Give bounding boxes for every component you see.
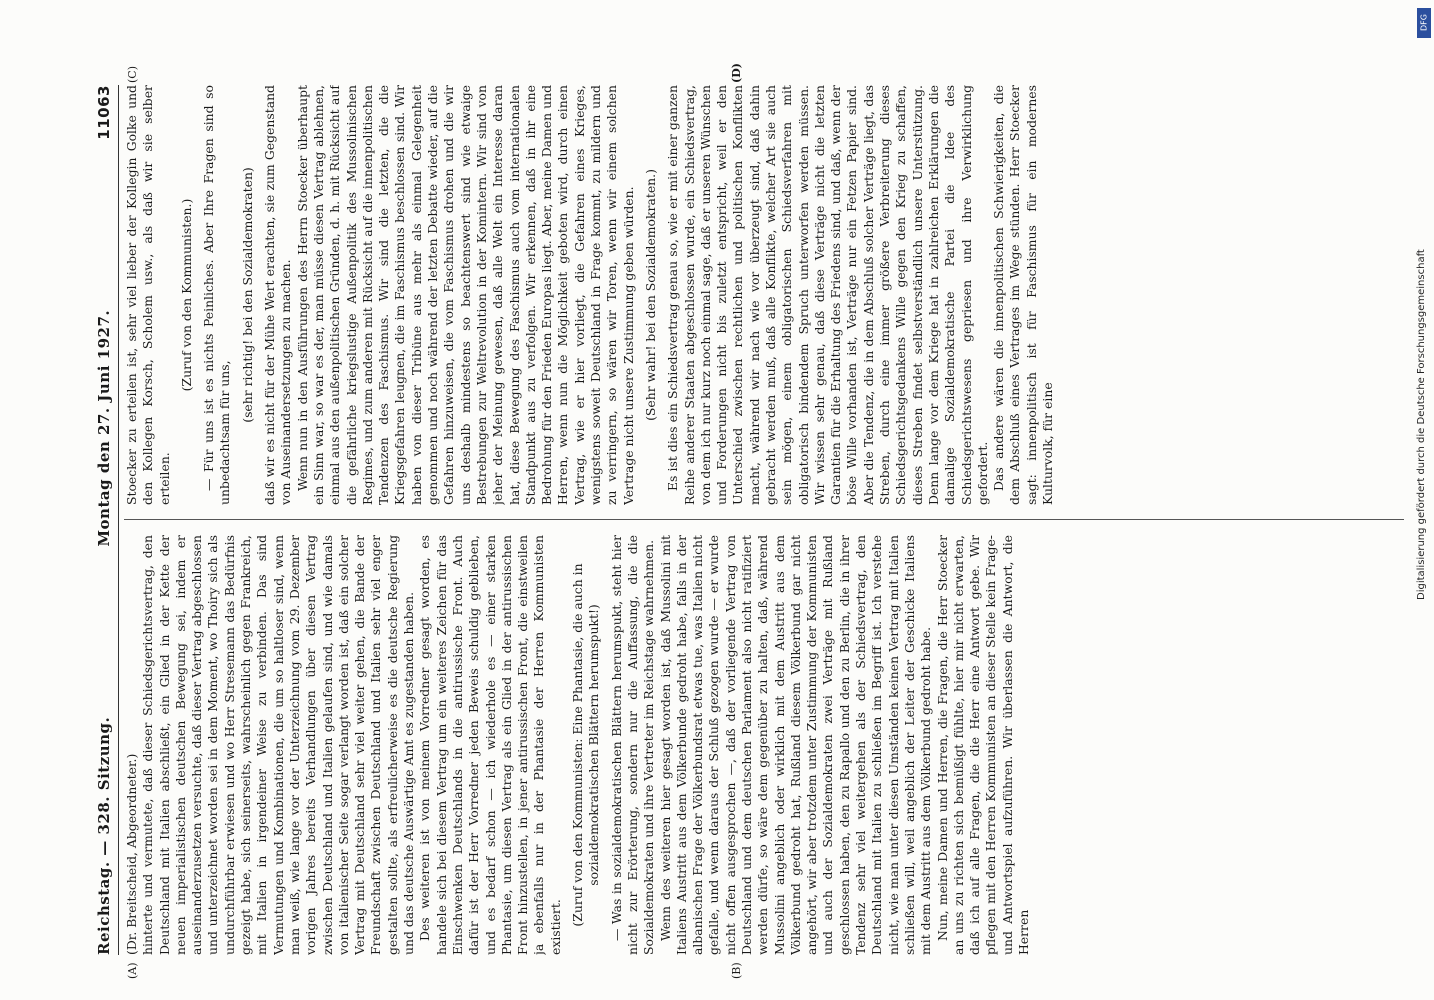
margin-mark-a: (A) bbox=[126, 962, 139, 979]
left-column bbox=[124, 535, 1404, 955]
paragraph: — Was in sozialdemokratischen Blättern herumspukt, steht hier nicht zur Erörterung, sondern nur die Auffassung, die die Sozialdemokraten und ihre Vertreter im Reichstage wahrnehmen. bbox=[608, 535, 657, 955]
paragraph: hinterte und vermutete, daß dieser Schiedsgerichtsvertrag, den Deutschland mit Italien abschließt, ein Glied in der Kette der neuen imperialistischen deutschen Bewegung sei, indem er auseinanderzusetzen versuchte, daß dieser Vertrag abgeschlossen und unterzeichnet worden sei in dem Moment, wo Thoiry sich als undurchführbar erwiesen und wo Herr Stresemann das Bedürfnis gezeigt habe, sich seinerseits, wahrscheinlich gegen Frankreich, mit Italien in irgendeiner Weise zu verbinden. Das sind Vermutungen und Kombinationen, die um so haltloser sind, wenn man weiß, wie lange vor der Unterzeichnung vom 29. Dezember vorigen Jahres bereits Verhandlungen über diesen Vertrag zwischen Deutschland und Italien gelaufen sind, und wie damals von italienischer Seite sogar verlangt worden ist, daß ein solcher Vertrag mit Deutschland sehr viel weiter gehen, die Bande der Freundschaft zwischen Deutschland und Italien sehr viel enger gestalten sollte, als erfreulicherweise es die deutsche Regierung und das deutsche Auswärtige Amt es zugestanden haben. bbox=[140, 535, 417, 955]
paragraph: — Für uns ist es nichts Peinliches. Aber Ihre Fragen sind so unbedachtsam für uns, bbox=[201, 85, 233, 505]
paragraph: daß wir es nicht für der Mühe Wert erachten, sie zum Gegenstand von Auseinandersetzungen zu machen. bbox=[262, 85, 294, 505]
margin-mark-d: (D) bbox=[730, 63, 743, 83]
dfg-logo: DFG bbox=[1417, 8, 1431, 38]
interjection: (Sehr wahr! bei den Sozialdemokraten.) bbox=[642, 169, 658, 421]
margin-mark-c: (C) bbox=[126, 66, 139, 83]
interjection: (Zuruf von den Kommunisten.) bbox=[178, 198, 194, 392]
page-header bbox=[90, 85, 119, 955]
header-date: Montag den 27. Juni 1927. bbox=[95, 309, 113, 547]
paragraph: Wenn nun in den Ausführungen des Herrn Stoecker überhaupt ein Sinn war, so war es der, man müsse diesen Vertrag ablehnen, einmal aus den außenpolitischen Gründen, d. h. mit Rücksicht auf die gefährliche kriegslustige Außenpolitik des Mussolinischen Regimes, und zum anderen mit Rücksicht auf die innenpolitischen Tendenzen des Faschismus. Wir sind die letzten, die die Kriegsgefahren leugnen, die im Faschismus beschlossen sind. Wir haben von dieser Tribüne aus mehr als einmal Gelegenheit genommen und noch während der letzten Debatte wieder, auf die Gefahren hinzuweisen, die vom Faschismus drohen und die wir uns deshalb mindestens so beachtenswert sind wie etwaige Bestrebungen zur Weltrevolution in der Komintern. Wir sind von jeher der Meinung gewesen, daß alle Welt ein Interesse daran hat, diese Bewegung des Faschismus auch vom internationalen Standpunkt aus zu verfolgen. Wir erkennen, daß in ihr eine Bedrohung für den Frieden Europas liegt. Aber, meine Damen und Herren, wenn nun die Möglichkeit geboten wird, durch einen Vertrag, wie er hier vorliegt, die Gefahren eines Krieges, wenigstens soweit Deutschland in Frage kommt, zu mildern und zu verringern, so wären wir Toren, wenn wir einem solchen Vertrage nicht unsere Zustimmung geben würden. bbox=[294, 85, 636, 505]
digitization-note bbox=[1416, 10, 1432, 990]
paragraph: Wenn des weiteren hier gesagt worden ist, daß Mussolini mit Italiens Austritt aus dem Völkerbunde gedroht habe, falls in der albanischen Frage der Völkerbundsrat etwas tue, was Italien nicht gefalle, und wenn daraus der Schluß gezogen wurde — er wurde nicht offen ausgesprochen —, daß der vorliegende Vertrag von Deutschland und dem deutschen Parlament also nicht ratifiziert werden dürfe, so wäre dem gegenüber zu halten, daß, während Mussolini angeblich oder wirklich mit dem Austritt aus dem Völkerbund gedroht hat, Rußland diesem Völkerbund gar nicht angehört, wir aber trotzdem unter Zustimmung der Kommunisten und auch der Sozialdemokraten zwei Verträge mit Rußland geschlossen haben, den zu Rapallo und den zu Berlin, die in ihrer Tendenz sehr viel weitergehen als der Schiedsvertrag, den Deutschland mit Italien zu schließen im Begriff ist. Ich verstehe nicht, wie man unter diesen Umständen keinen Vertrag mit Italien schließen will, weil angeblich der Leiter der Geschicke Italiens mit dem Austritt aus dem Völkerbund gedroht habe. bbox=[657, 535, 934, 955]
header-left: Reichstag. — 328. Sitzung. bbox=[95, 716, 113, 955]
margin-mark-b: (B) bbox=[730, 962, 743, 979]
digitization-text: Digitalisierung gefördert durch die Deutsche Forschungsgemeinschaft bbox=[1416, 249, 1427, 600]
paragraph: Es ist dies ein Schiedsvertrag genau so, wie er mit einer ganzen Reihe anderer Staaten abgeschlossen wurde, ein Schiedsvertrag, von dem ich nur kurz noch einmal sage, daß er unseren Wünschen und Forderungen nicht bis zuletzt entspricht, weil er den Unterschied zwischen rechtlichen und politischen Konflikten macht, während wir nach wie vor überzeugt sind, daß dahin gebracht werden muß, daß alle Konflikte, welcher Art sie auch sein mögen, einem obligatorischen Schiedsverfahren mit obligatorisch bindendem Spruch unterworfen werden müssen. Wir wissen sehr genau, daß diese Verträge nicht die letzten Garantien für die Erhaltung des Friedens sind, und daß, wenn der böse Wille vorhanden ist, Verträge nur ein Fetzen Papier sind. Aber die Tendenz, die in dem Abschluß solcher Verträge liegt, das Streben, durch eine immer größere Verbreiterung dieses Schiedsgerichtsgedankens Wille gegen den Krieg zu schaffen, dieses Streben findet selbstverständlich unsere Unterstützung. Denn lange vor dem Kriege hat in zahlreichen Erklärungen die damalige Sozialdemokratische Partei die Idee des Schiedsgerichtswesens gepriesen und ihre Verwirklichung gefordert. bbox=[665, 85, 990, 505]
speaker-line: (Dr. Breitscheid, Abgeordneter.) bbox=[124, 753, 139, 955]
page-number: 11063 bbox=[95, 85, 113, 140]
rotated-page-content bbox=[90, 63, 1410, 979]
paragraph: Stoecker zu erteilen ist, sehr viel lieber der Kollegin Golke und den Kollegen Korsch, Scholem usw., als daß wir sie selber erteilen. bbox=[124, 85, 172, 505]
paragraph: Des weiteren ist von meinem Vorredner gesagt worden, es handele sich bei diesem Vertrag um ein weiteres Zeichen für das Einschwenken Deutschlands in die antirussische Front. Auch dafür ist der Herr Vorredner jeden Beweis schuldig geblieben, und es bedarf schon — ich wiederhole es — einer starken Phantasie, um diesen Vertrag als ein Glied in der antirussischen Front hinzustellen, in jener antirussischen Front, die einstweilen ja ebenfalls nur in der Phantasie der Herren Kommunisten existiert. bbox=[417, 535, 563, 955]
right-column bbox=[124, 85, 1404, 505]
paragraph: Das andere wären die innenpolitischen Schwierigkeiten, die dem Abschluß eines Vertrages im Wege stünden. Herr Stoecker sagt: innenpolitisch ist für Faschismus für ein modernes Kulturvolk, für eine bbox=[991, 85, 1056, 505]
interjection: (sehr richtig! bei den Sozialdemokraten) bbox=[239, 167, 255, 423]
paragraph: Nun, meine Damen und Herren, die Fragen, die Herr Stoecker an uns zu richten sich bemüßigt fühlte, hier mir nicht erwarten, daß ich auf alle Fragen, die die Herr eine Antwort gebe. Wir pflegen mit den Herren Kommunisten an dieser Stelle kein Frage- und Antwortspiel aufzuführen. Wir überlassen die Antwort, die Herren bbox=[934, 535, 1032, 955]
interjection: (Zuruf von den Kommunisten: Eine Phantasie, die auch in sozialdemokratischen Blättern herumspukt!) bbox=[570, 563, 602, 927]
column-divider bbox=[124, 519, 1404, 520]
